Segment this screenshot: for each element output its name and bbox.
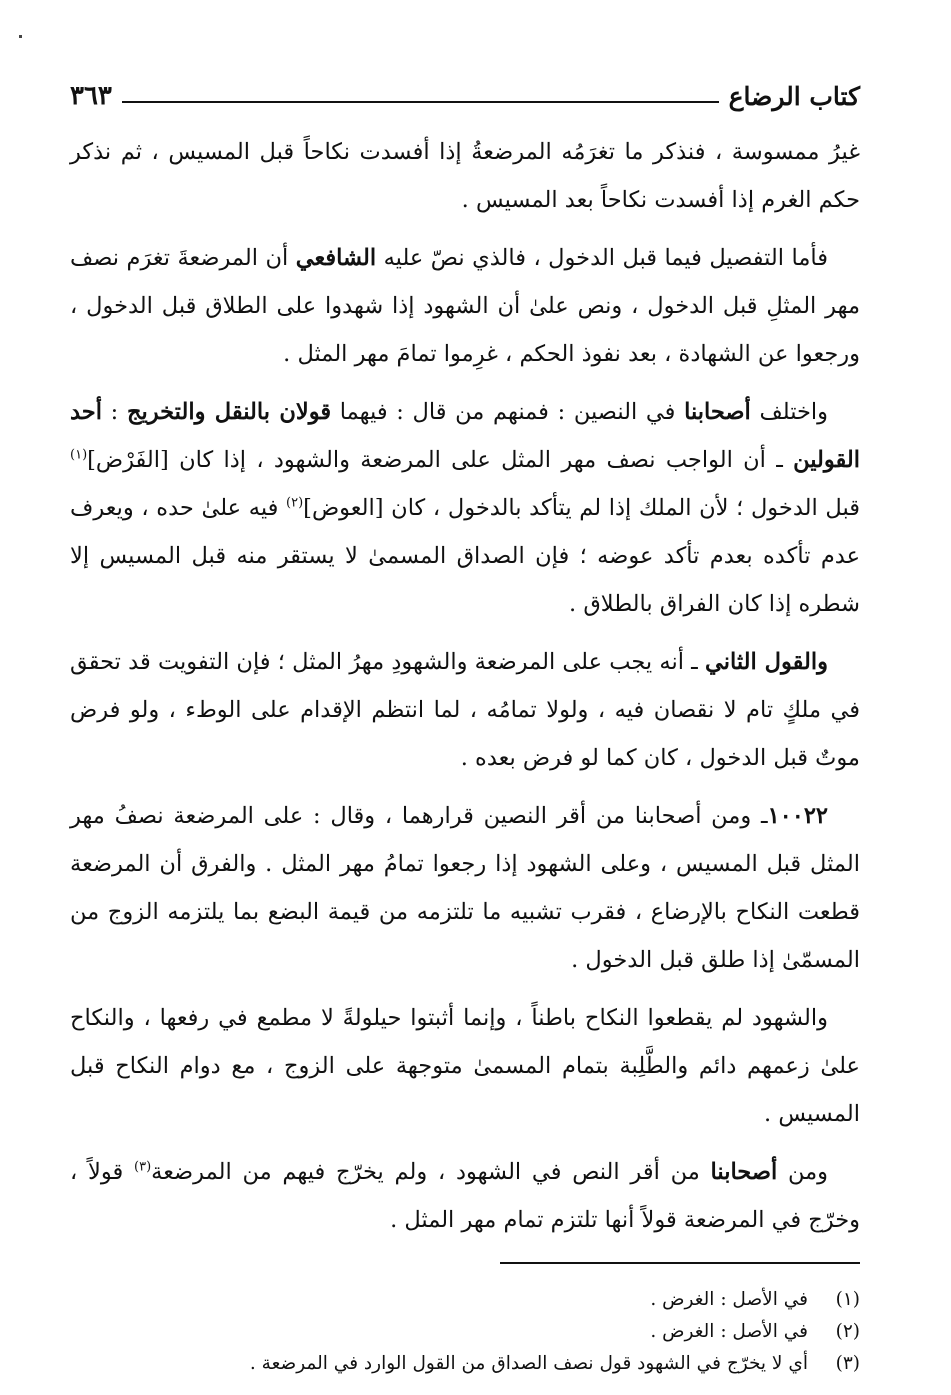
main-text: [70, 128, 860, 1244]
footnote-number: (٢): [835, 1321, 860, 1342]
footnotes: [70, 1284, 860, 1380]
footnote-text: أي لا يخرّج في الشهود قول نصف الصداق من القول الوارد في المرضعة .: [249, 1353, 808, 1374]
footnote-marker: (٢): [286, 495, 304, 511]
text-run: ومن: [777, 1159, 829, 1185]
text-run: في النصين : فمنهم من قال : فيهما: [331, 399, 685, 425]
bold-term: أصحابنا: [684, 399, 751, 425]
text-run: من أقر النص في الشهود ، ولم يخرّج فيهم من المرضعة: [151, 1159, 711, 1185]
text-run: فأما التفصيل فيما قبل الدخول ، فالذي نصّ عليه: [376, 245, 828, 271]
footnote-item: [70, 1348, 860, 1380]
bold-term: قولان بالنقل والتخريج: [126, 399, 332, 425]
text-run: ـ ومن أصحابنا من أقر النصين قرارهما ، وقال : على المرضعة نصفُ مهر المثل قبل المسيس ، وعلى الشهود إذا رجعوا تمامُ مهر المثل . والفرق أن المرضعة قطعت النكاح بالإرضاع ، فقرب تشبيه ما تلتزمه من قيمة البضع بما يلتزمه الزوج من المسمّىٰ إذا طلق قبل الدخول .: [70, 803, 860, 973]
footnote-marker: (٣): [134, 1159, 152, 1175]
footnote-text: في الأصل : الغرض .: [650, 1289, 808, 1310]
footnote-number: (٣): [835, 1353, 860, 1374]
footnote-separator: [500, 1262, 860, 1264]
paragraph: [70, 388, 860, 628]
text-run: فيه علىٰ حده ، ويعرف عدم تأكده بعدم تأكد عوضه ؛ فإن الصداق المسمىٰ لا يستقر منه قبل المسيس إلا شطره إذا كان الفراق بالطلاق .: [70, 495, 860, 617]
paragraph: [70, 638, 860, 782]
bold-term: أصحابنا: [710, 1159, 778, 1185]
footnote-marker: (١): [70, 447, 88, 463]
text-run: غيرُ ممسوسة ، فنذكر ما تغرَمُه المرضعةُ إذا أفسدت نكاحاً قبل المسيس ، ثم نذكر حكم الغرم إذا أفسدت نكاحاً بعد المسيس .: [70, 139, 860, 213]
header-rule: [122, 101, 719, 103]
paragraph: [70, 234, 860, 378]
text-run: والشهود لم يقطعوا النكاح باطناً ، وإنما أثبتوا حيلولةً لا مطمع في رفعها ، والنكاح علىٰ زعمهم دائم والطَّلِبة بتمام المسمىٰ متوجهة على الزوج ، مع دوام النكاح قبل المسيس .: [70, 1005, 860, 1127]
paragraph: [70, 1148, 860, 1244]
scan-speck: [19, 35, 22, 38]
paragraph: [70, 994, 860, 1138]
paragraph: [70, 128, 860, 224]
footnote-item: [70, 1316, 860, 1348]
text-run: ـ أن الواجب نصف مهر المثل على المرضعة والشهود ، إذا كان [الفَرْض]: [87, 447, 794, 473]
footnote-item: [70, 1284, 860, 1316]
book-page: [70, 72, 860, 1380]
text-run: أن المرضعةَ تغرَم نصف مهر المثلِ قبل الدخول ، ونص علىٰ أن الشهود إذا شهدوا على الطلاق قبل الدخول ، ورجعوا عن الشهادة ، بعد نفوذ الحكم ، غرِموا تمامَ مهر المثل .: [70, 245, 860, 367]
footnote-text: في الأصل : الغرض .: [650, 1321, 808, 1342]
chapter-title: كتاب الرضاع: [728, 81, 860, 111]
text-run: قبل الدخول ؛ لأن الملك إذا لم يتأكد بالدخول ، كان [العوض]: [303, 495, 860, 521]
bold-term: والقول الثاني: [705, 649, 828, 675]
text-run: قولاً ، وخرّج في المرضعة قولاً أنها تلتزم تمام مهر المثل .: [70, 1159, 860, 1233]
text-run: ـ أنه يجب على المرضعة والشهودِ مهرُ المثل ؛ فإن التفويت قد تحقق في ملكٍ تام لا نقصان فيه ، ولولا تمامُه ، لما انتظم الإقدام على الوطء ، ولو فرض موتٌ قبل الدخول ، كان كما لو فرض بعده .: [70, 649, 860, 771]
bold-term: أحد القولين: [70, 399, 860, 473]
bold-term: الشافعي: [295, 245, 377, 271]
text-run: :: [101, 399, 127, 425]
paragraph: [70, 792, 860, 984]
page-number: ٣٦٣: [70, 81, 112, 111]
running-header: [70, 72, 860, 120]
text-run: واختلف: [750, 399, 829, 425]
footnote-number: (١): [835, 1289, 860, 1310]
bold-term: ١٠٠٢٢: [767, 803, 828, 829]
